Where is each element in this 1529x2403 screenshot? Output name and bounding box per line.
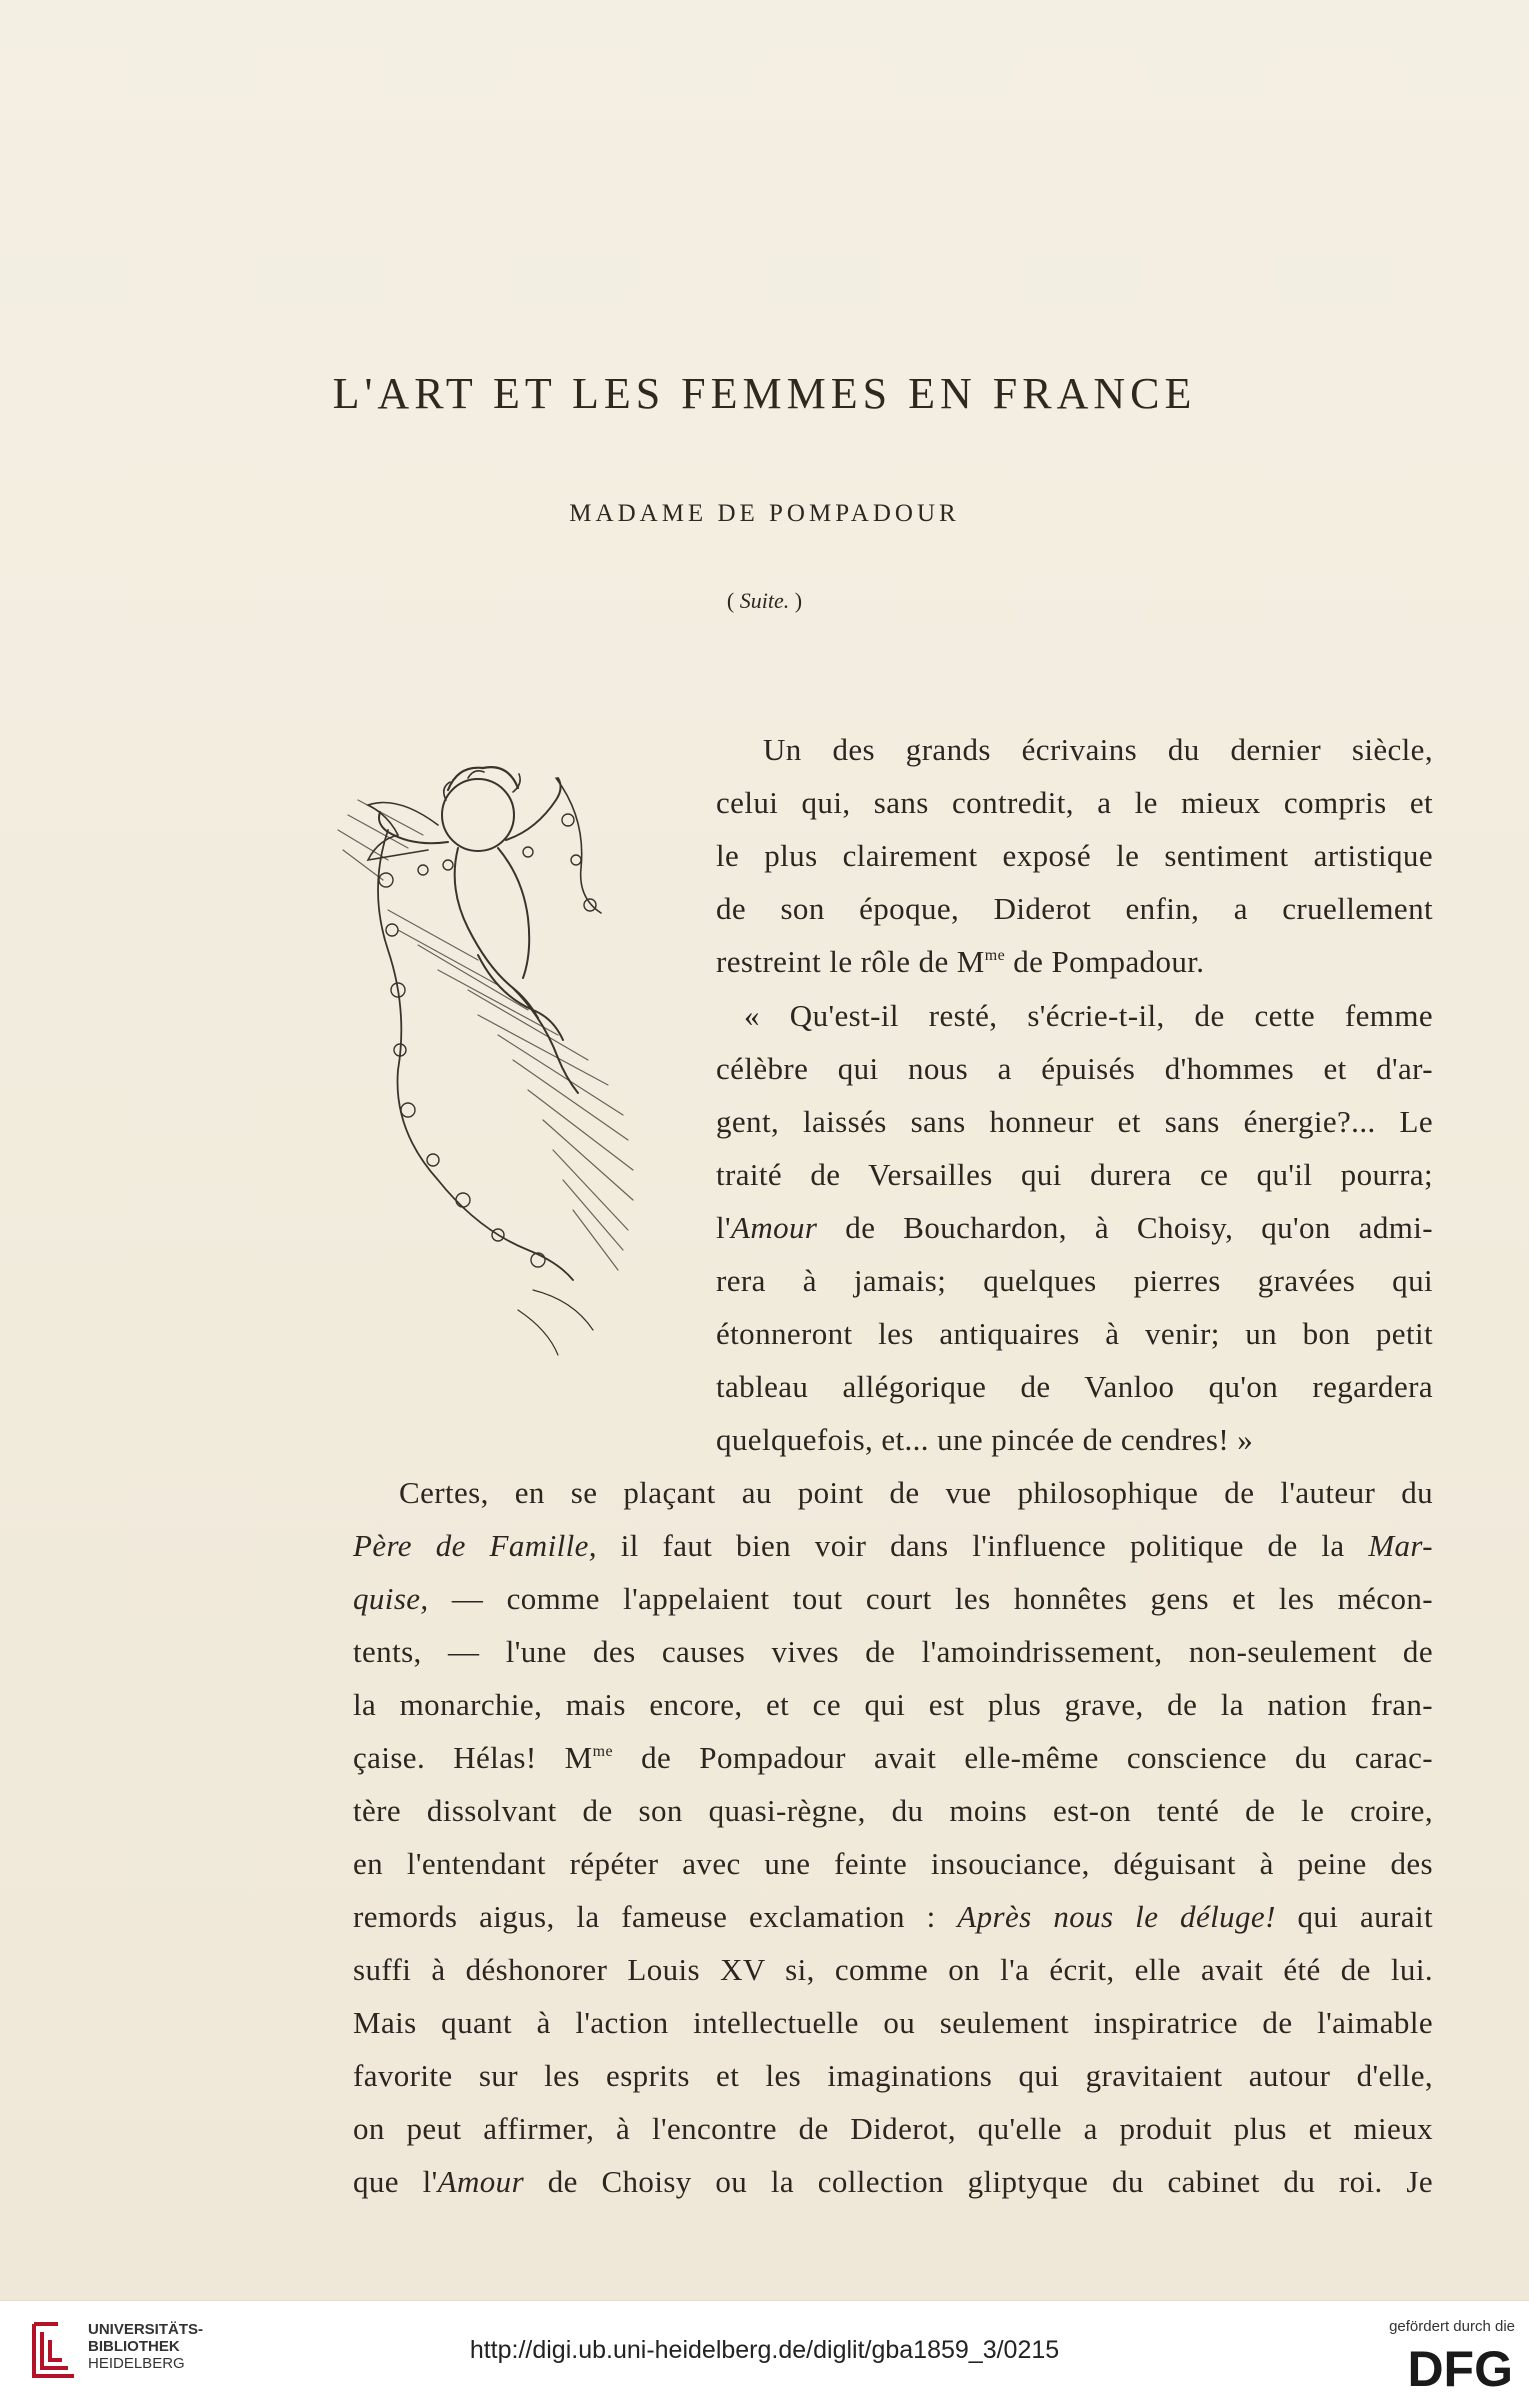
text-line-6: « Qu'est-il resté, s'écrie-t-il, de cette femme (744, 998, 1433, 1033)
text-line-27: on peut affirmer, à l'encontre de Diderot, qu'elle a produit plus et mieux (353, 2111, 1433, 2146)
svg-text:DFG: DFG (1407, 2342, 1513, 2390)
text-line-17: quise, — comme l'appelaient tout court les honnêtes gens et les mécon- (353, 1581, 1433, 1616)
text-line-16: Père de Famille, il faut bien voir dans l'influence politique de la Mar- (353, 1528, 1434, 1563)
text-line-10: l'Amour de Bouchardon, à Choisy, qu'on admi- (716, 1210, 1433, 1245)
text-line-13: tableau allégorique de Vanloo qu'on regardera (716, 1369, 1433, 1404)
text-line-2: celui qui, sans contredit, a le mieux compris et (716, 785, 1433, 820)
cherub-engraving (328, 730, 668, 1370)
text-line-7: célèbre qui nous a épuisés d'hommes et d'ar- (716, 1051, 1433, 1086)
article-title: L'ART ET LES FEMMES EN FRANCE (332, 369, 1197, 418)
text-line-20: çaise. Hélas! $M^{me}$ de Pompadour avait elle-même conscience du carac- (353, 1740, 1433, 1775)
text-line-19: la monarchie, mais encore, et ce qui est plus grave, de la nation fran- (353, 1687, 1433, 1722)
text-line-26: favorite sur les esprits et les imaginations qui gravitaient autour d'elle, (353, 2058, 1433, 2093)
text-line-15: Certes, en se plaçant au point de vue philosophique de l'auteur du (399, 1475, 1433, 1510)
text-line-11: rera à jamais; quelques pierres gravées qui (716, 1263, 1433, 1298)
text-line-21: tère dissolvant de son quasi-règne, du moins est-on tenté de le croire, (353, 1793, 1433, 1828)
text-line-4: de son époque, Diderot enfin, a cruellement (716, 891, 1433, 926)
text-line-8: gent, laissés sans honneur et sans énergie?... Le (716, 1104, 1433, 1139)
text-line-18: tents, — l'une des causes vives de l'amoindrissement, non-seulement de (353, 1634, 1433, 1669)
text-line-3: le plus clairement exposé le sentiment artistique (716, 838, 1433, 873)
text-line-9: traité de Versailles qui durera ce qu'il pourra; (716, 1157, 1433, 1192)
funding-caption: gefördert durch die (1389, 2318, 1515, 2335)
dfg-logo (1355, 2342, 1515, 2390)
text-line-28: que l'Amour de Choisy ou la collection gliptyque du cabinet du roi. Je (353, 2164, 1433, 2199)
text-line-12: étonneront les antiquaires à venir; un bon petit (716, 1316, 1433, 1351)
text-line-14: quelquefois, et... une pincée de cendres! » (716, 1422, 1254, 1457)
library-name: UNIVERSITÄTS- BIBLIOTHEK HEIDELBERG (88, 2321, 204, 2372)
article-subtitle: MADAME DE POMPADOUR (569, 500, 960, 527)
text-line-25: Mais quant à l'action intellectuelle ou seulement inspiratrice de l'aimable (353, 2005, 1433, 2040)
text-line-5: restreint le rôle de $M^{me}$ de Pompadour. (716, 944, 1205, 979)
text-line-24: suffi à déshonorer Louis XV si, comme on l'a écrit, elle avait été de lui. (353, 1952, 1433, 1987)
permalink-url[interactable]: http://digi.ub.uni-heidelberg.de/diglit/gba1859_3/0215 (469, 2336, 1060, 2364)
text-line-22: en l'entendant répéter avec une feinte insouciance, déguisant à peine des (353, 1846, 1433, 1881)
continuation-note: ( Suite. ) (726, 588, 803, 613)
text-line-23: remords aigus, la fameuse exclamation : Après nous le déluge! qui aurait (353, 1899, 1433, 1934)
text-line-1: Un des grands écrivains du dernier siècle, (763, 732, 1433, 767)
